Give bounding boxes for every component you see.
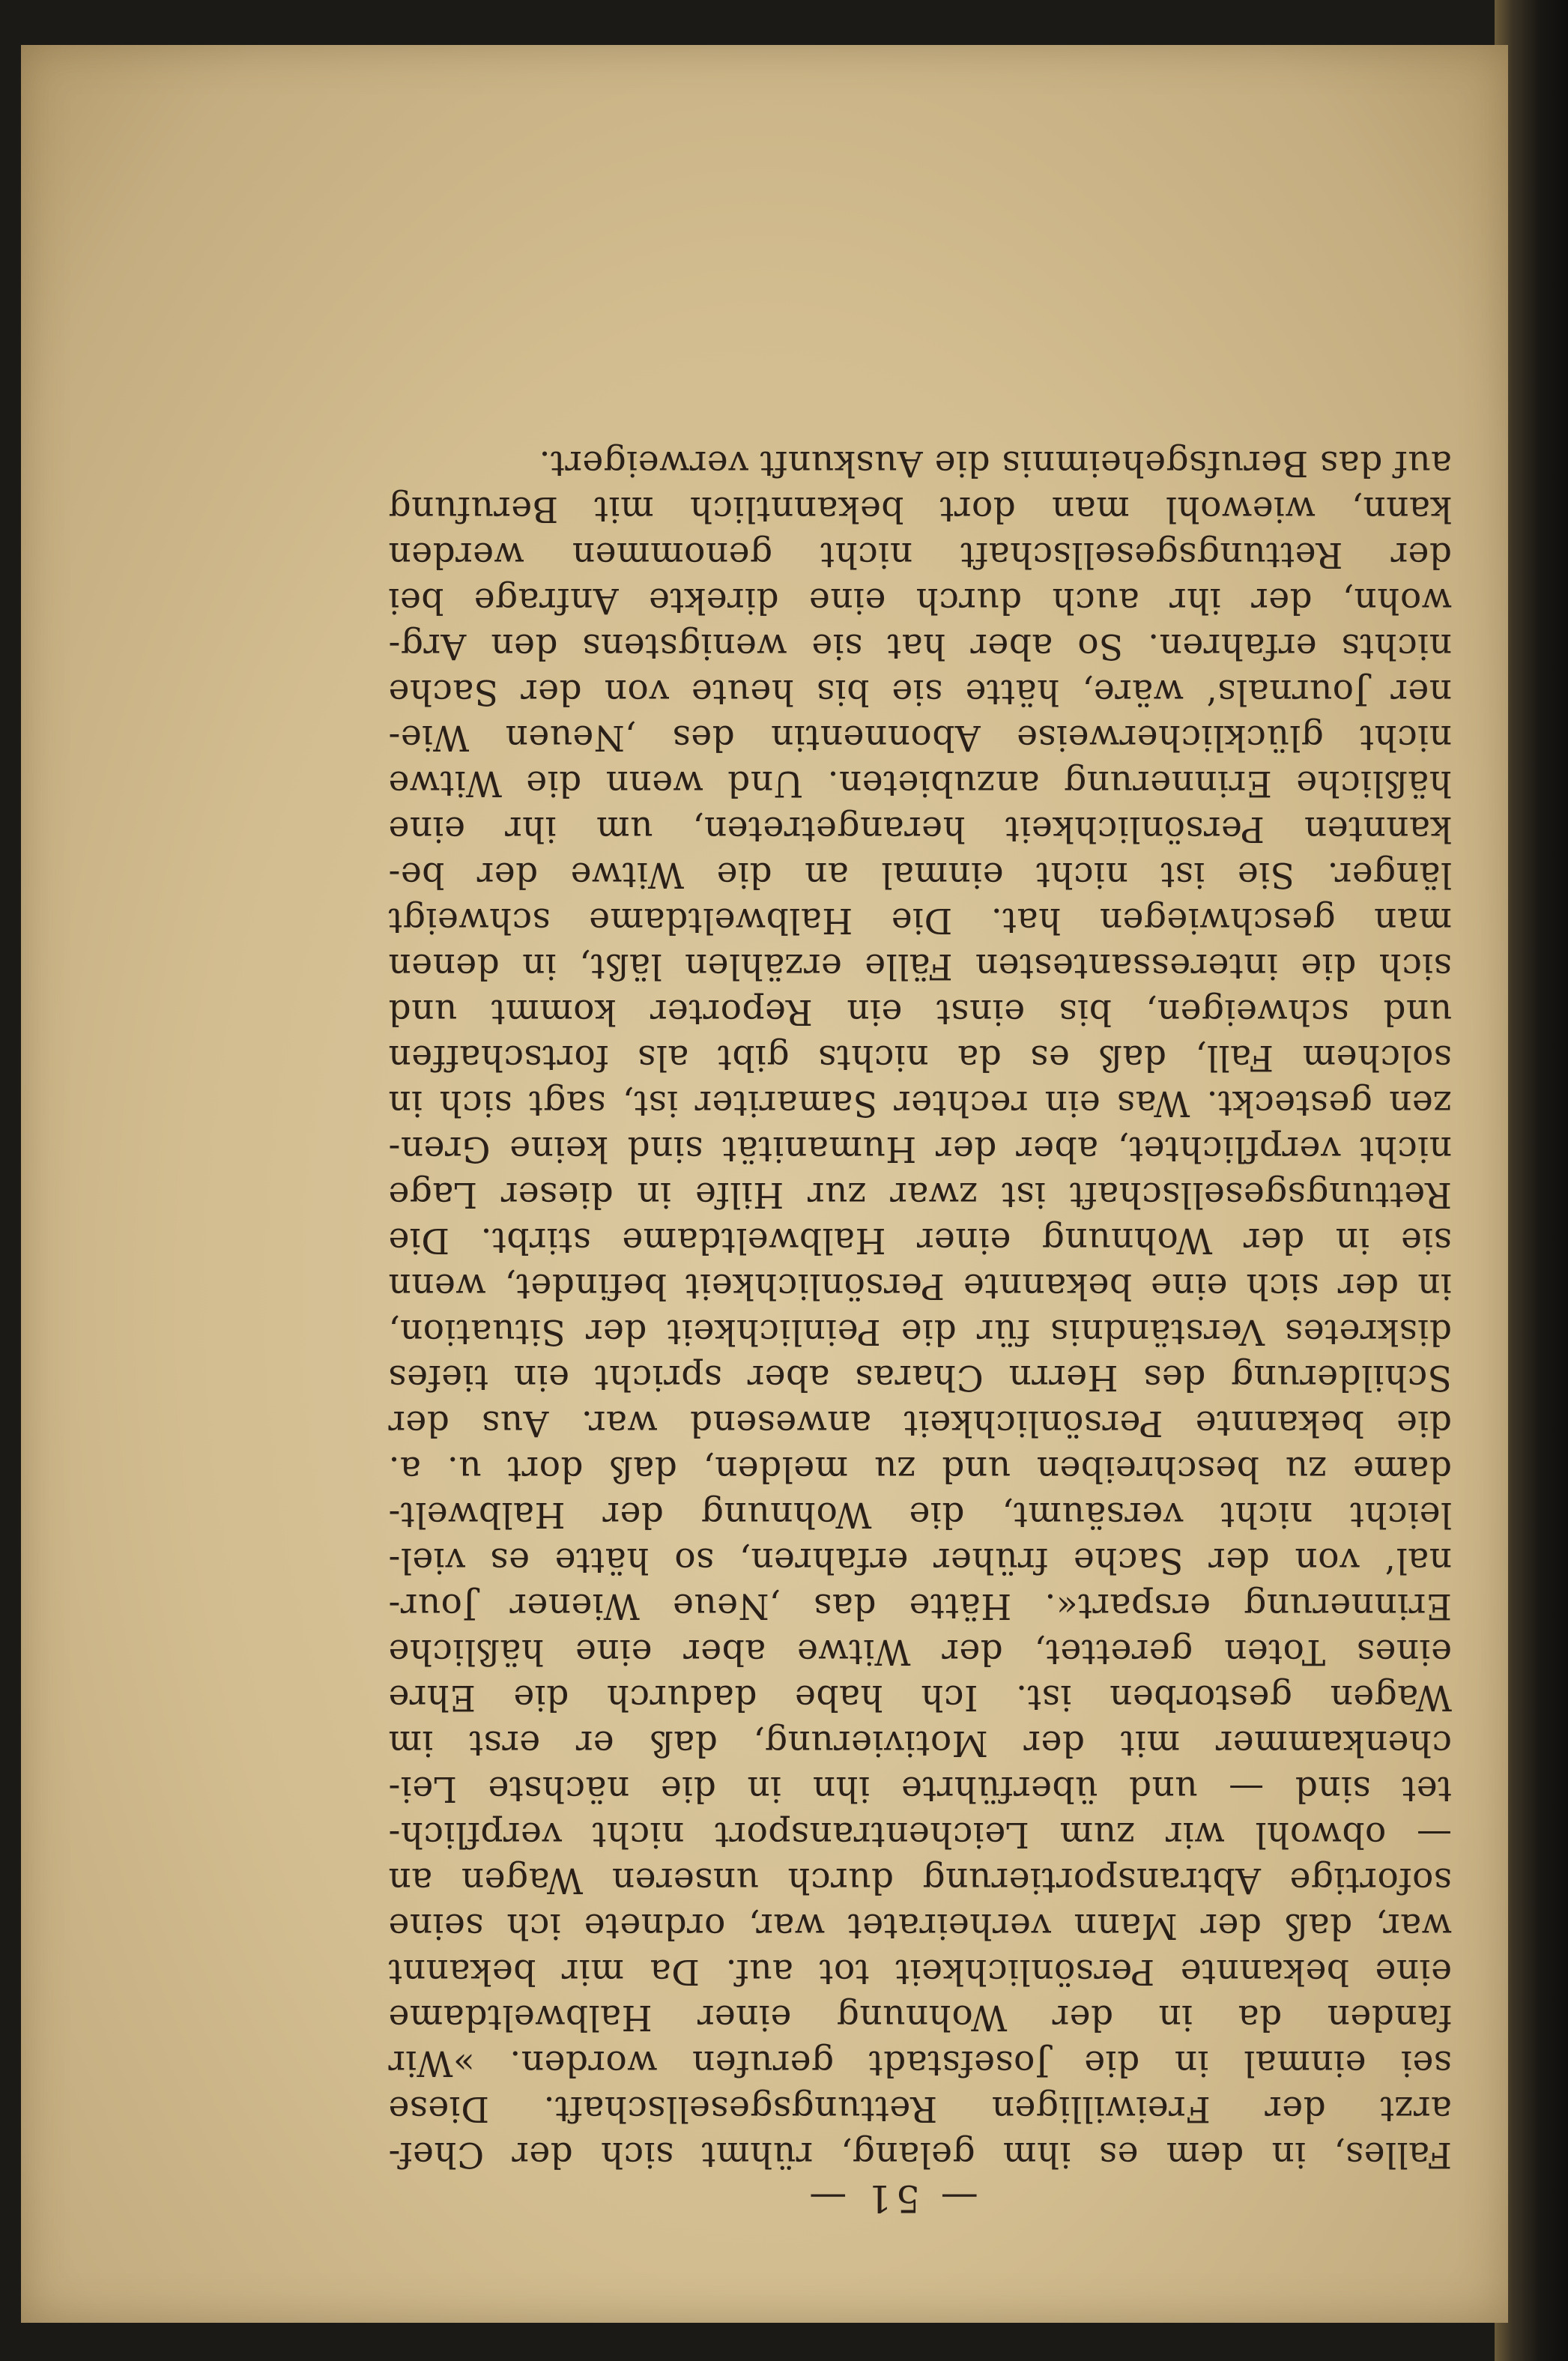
text-line: auf das Berufsgeheimnis die Auskunft verweigert.: [539, 443, 1452, 484]
text-line: fanden da in der Wohnung einer Halbweltdame: [388, 1997, 1452, 2038]
text-line: Schilderung des Herrn Charas aber spricht ein tiefes: [388, 1357, 1452, 1398]
text-line: die bekannte Persönlichkeit anwesend war. Aus der: [388, 1403, 1452, 1444]
text-line: sie in der Wohnung einer Halbweltdame stirbt. Die: [388, 1220, 1452, 1261]
text-line: nicht glücklicherweise Abonnentin des ‚Neuen Wie-: [388, 717, 1452, 758]
text-line: — obwohl wir zum Leichentransport nicht verpflich-: [388, 1814, 1452, 1855]
text-line: in der sich eine bekannte Persönlichkeit befindet, wenn: [388, 1266, 1452, 1307]
text-line: häßliche Erinnerung anzubieten. Und wenn die Witwe: [388, 763, 1452, 804]
text-line: der Rettungsgesellschaft nicht genommen werden: [388, 534, 1452, 575]
body-text: [388, 441, 1452, 2177]
text-line: länger. Sie ist nicht einmal an die Witwe der be-: [388, 854, 1452, 895]
book-page: [21, 45, 1508, 2323]
text-line: arzt der Freiwilligen Rettungsgesellschaft. Diese: [388, 2088, 1452, 2129]
text-line: chenkammer mit der Motivierung, daß er erst im: [388, 1723, 1452, 1764]
text-line: zen gesteckt. Was ein rechter Samariter ist, sagt sich in: [388, 1083, 1452, 1124]
text-line: leicht nicht versäumt, die Wohnung der Halbwelt-: [388, 1494, 1452, 1535]
text-line: nicht verpflichtet, aber der Humanität sind keine Gren-: [388, 1128, 1452, 1170]
text-line: sofortige Abtransportierung durch unseren Wagen an: [388, 1860, 1452, 1901]
text-line: sei einmal in die Josefstadt gerufen worden. »Wir: [388, 2043, 1452, 2084]
text-line: war, daß der Mann verheiratet war, ordnete ich seine: [388, 1905, 1452, 1947]
text-line: eines Toten gerettet, der Witwe aber eine häßliche: [388, 1631, 1452, 1672]
text-line: dame zu beschreiben und zu melden, daß dort u. a.: [388, 1448, 1452, 1490]
text-line: eine bekannte Persönlichkeit tot auf. Da mir bekannt: [388, 1951, 1452, 1992]
text-line: und schweigen, bis einst ein Reporter kommt und: [388, 991, 1452, 1033]
page-number: — 51 —: [805, 2177, 978, 2220]
text-line: kann, wiewohl man dort bekanntlich mit Berufung: [388, 489, 1452, 530]
text-line: Erinnerung erspart«. Hätte das ‚Neue Wiener Jour-: [388, 1585, 1452, 1627]
text-line: Wagen gestorben ist. Ich habe dadurch die Ehre: [388, 1677, 1452, 1718]
text-line: tet sind — und überführte ihn in die nächste Lei-: [388, 1768, 1452, 1810]
text-line: diskretes Verständnis für die Peinlichkeit der Situation,: [388, 1311, 1452, 1352]
text-line: man geschwiegen hat. Die Halbweltdame schweigt: [388, 900, 1452, 941]
text-line: Falles, in dem es ihm gelang, rühmt sich der Chef-: [388, 2134, 1452, 2175]
text-line: kannten Persönlichkeit herangetreten, um ihr eine: [388, 808, 1452, 850]
text-line: sich die interessantesten Fälle erzählen läßt, in denen: [388, 946, 1452, 987]
text-line: nichts erfahren. So aber hat sie wenigstens den Arg-: [388, 626, 1452, 667]
text-line: Rettungsgesellschaft ist zwar zur Hilfe in dieser Lage: [388, 1174, 1452, 1215]
text-line: ner Journals‘ wäre, hätte sie bis heute von der Sache: [388, 671, 1452, 713]
text-line: solchem Fall, daß es da nichts gibt als fortschaffen: [388, 1037, 1452, 1078]
text-line: nal‘ von der Sache früher erfahren, so hätte es viel-: [388, 1540, 1452, 1581]
text-line: wohn, der ihr auch durch eine direkte Anfrage bei: [388, 580, 1452, 621]
